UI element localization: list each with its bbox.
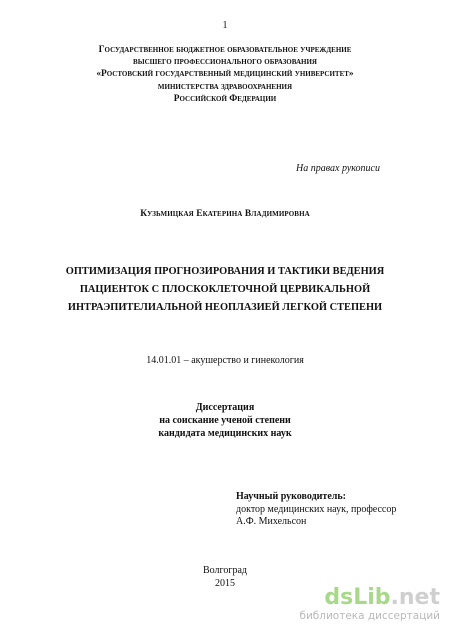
organization-block (0, 44, 450, 105)
author-name: Кузьмицкая Екатерина Владимировна (140, 209, 310, 219)
supervisor-name: А.Ф. Михельсон (236, 516, 307, 527)
degree-line: кандидата медицинских наук (158, 428, 292, 439)
watermark[interactable] (299, 585, 440, 628)
organization-line: Государственное бюджетное образовательное учреждение (98, 45, 352, 55)
watermark-subtitle: библиотека диссертаций (299, 610, 440, 622)
title-line: ПАЦИЕНТОК С ПЛОСКОКЛЕТОЧНОЙ ЦЕРВИКАЛЬНОЙ (79, 284, 371, 295)
organization-line: «Ростовский государственный медицинский университет» (96, 69, 354, 80)
specialty-code: 14.01.01 – акушерство и гинекология (146, 355, 304, 366)
organization-line: Российской Федерации (173, 93, 277, 104)
supervisor-block (236, 491, 396, 529)
degree-line: Диссертация (195, 402, 255, 413)
watermark-logo[interactable] (324, 586, 440, 610)
page-number: 1 (222, 20, 228, 31)
title-line: ОПТИМИЗАЦИЯ ПРОГНОЗИРОВАНИЯ И ТАКТИКИ ВЕДЕНИЯ (65, 266, 385, 277)
logo-part1: dsLib (324, 585, 391, 610)
city: Волгоград (202, 565, 247, 576)
dissertation-title (0, 263, 450, 317)
logo-part2: .net (390, 585, 440, 610)
organization-line: министерства здравоохранения (157, 81, 293, 92)
degree-line: на соискание ученой степени (159, 415, 291, 426)
degree-block (0, 401, 450, 440)
supervisor-degree: доктор медицинских наук, профессор (236, 503, 397, 515)
manuscript-rights: На правах рукописи (296, 163, 380, 174)
title-line: ИНТРАЭПИТЕЛИАЛЬНОЙ НЕОПЛАЗИЕЙ ЛЕГКОЙ СТЕПЕНИ (67, 302, 383, 313)
year: 2015 (215, 577, 235, 589)
supervisor-title: Научный руководитель: (236, 491, 346, 502)
organization-line: высшего профессионального образования (133, 57, 317, 68)
